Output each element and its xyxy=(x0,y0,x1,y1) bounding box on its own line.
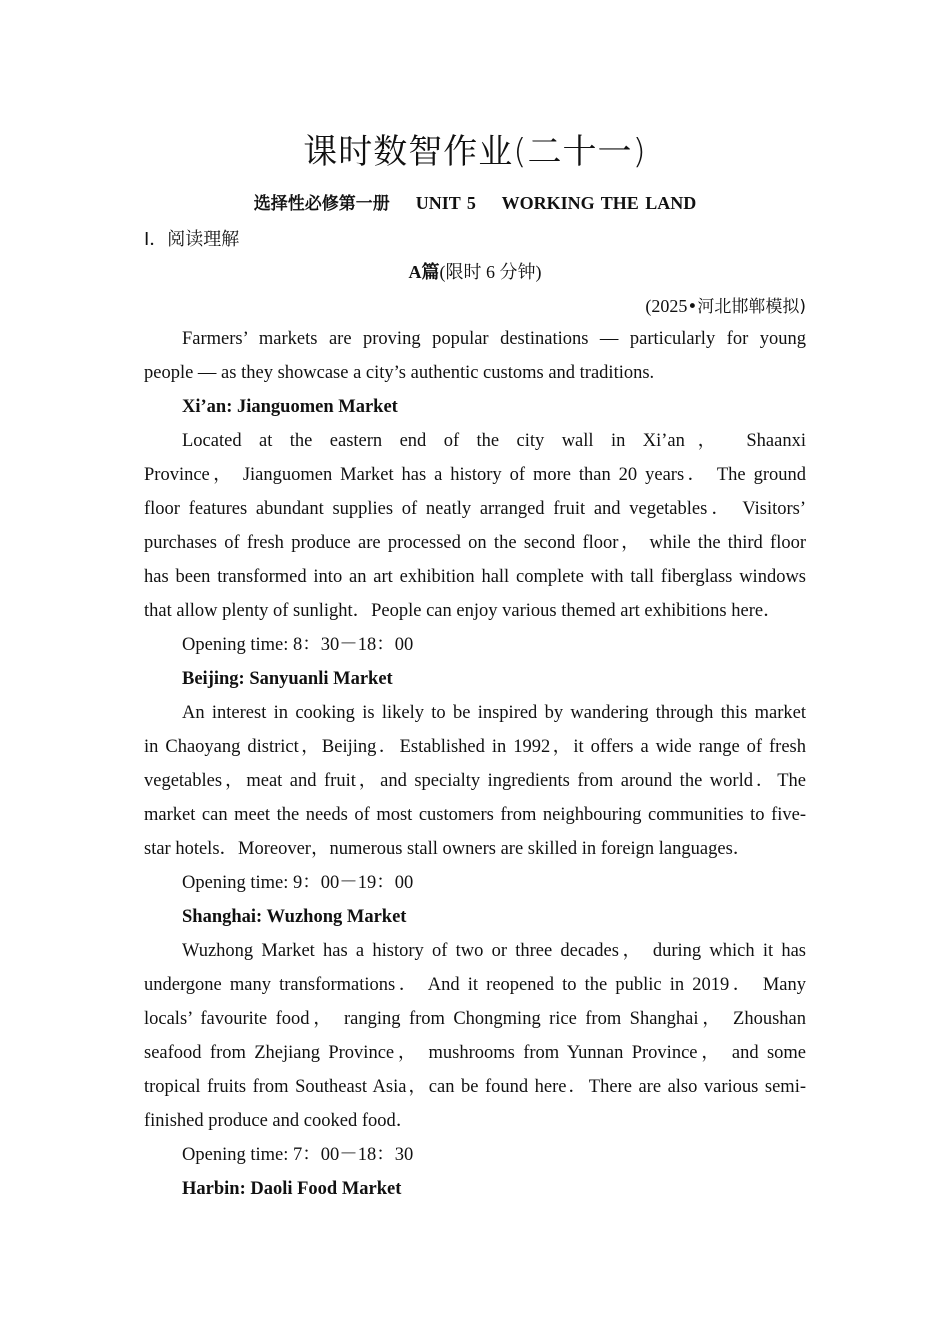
paragraph-line: finished produce and cooked food． xyxy=(144,1111,415,1131)
source-year: (2025 xyxy=(645,296,688,316)
paragraph-line: Province， Jianguomen Market has a history of more than 20 years． The ground xyxy=(144,465,806,485)
paragraph-line: undergone many transformations． And it reopened to the public in 2019． Many xyxy=(144,975,806,995)
unit-subtitle xyxy=(0,189,950,214)
paragraph-line: that allow plenty of sunlight．People can enjoy various themed art exhibitions here． xyxy=(144,601,782,621)
paragraph-line: in Chaoyang district，Beijing．Established in 1992，it offers a wide range of fresh xyxy=(144,737,806,757)
book-name: 选择性必修第一册 xyxy=(253,194,390,214)
unit-number: UNIT 5 xyxy=(415,193,476,213)
paragraph-line: purchases of fresh produce are processed on the second floor， while the third floor xyxy=(144,533,806,553)
part-label: A篇 xyxy=(408,262,440,282)
source-region: •河北邯郸模拟) xyxy=(687,297,806,317)
paragraph-line: locals’ favourite food， ranging from Chongming rice from Shanghai， Zhoushan xyxy=(144,1009,806,1029)
paragraph-line: star hotels．Moreover，numerous stall owners are skilled in foreign languages． xyxy=(144,839,752,859)
market-heading: Beijing: Sanyuanli Market xyxy=(182,669,393,689)
paragraph-line: people — as they showcase a city’s authentic customs and traditions. xyxy=(144,363,655,383)
section-heading: Ⅰ．阅读理解 xyxy=(144,229,240,250)
part-time-limit: (限时 6 分钟) xyxy=(439,262,542,282)
paragraph-line: vegetables，meat and fruit，and specialty ingredients from around the world．The xyxy=(144,771,806,791)
paragraph-line: Located at the eastern end of the city wall in Xi’an， Shaanxi xyxy=(182,431,806,451)
paragraph-line: An interest in cooking is likely to be inspired by wandering through this market xyxy=(182,703,806,723)
opening-time: Opening time: 8：30－18：00 xyxy=(182,635,414,655)
paragraph-line: seafood from Zhejiang Province， mushrooms from Yunnan Province， and some xyxy=(144,1043,806,1063)
market-heading: Xi’an: Jianguomen Market xyxy=(182,397,398,417)
source-note xyxy=(645,292,806,317)
page-title: 课时数智作业(二十一) xyxy=(303,132,647,172)
part-heading xyxy=(0,258,950,284)
market-heading: Shanghai: Wuzhong Market xyxy=(182,907,407,927)
paragraph-line: Wuzhong Market has a history of two or three decades， during which it has xyxy=(182,941,806,961)
paragraph-line: Farmers’ markets are proving popular destinations — particularly for young xyxy=(182,329,806,349)
paragraph-line: floor features abundant supplies of neatly arranged fruit and vegetables． Visitors’ xyxy=(144,499,806,519)
reading-passage xyxy=(144,322,806,1206)
opening-time: Opening time: 7：00－18：30 xyxy=(182,1145,414,1165)
paragraph-line: has been transformed into an art exhibition hall complete with tall fiberglass windows xyxy=(144,567,806,587)
unit-title: WORKING THE LAND xyxy=(501,193,697,213)
market-heading: Harbin: Daoli Food Market xyxy=(182,1179,402,1199)
opening-time: Opening time: 9：00－19：00 xyxy=(182,873,414,893)
paragraph-line: tropical fruits from Southeast Asia，can be found here．There are also various semi- xyxy=(144,1077,806,1097)
paragraph-line: market can meet the needs of most customers from neighbouring communities to five- xyxy=(144,805,806,825)
